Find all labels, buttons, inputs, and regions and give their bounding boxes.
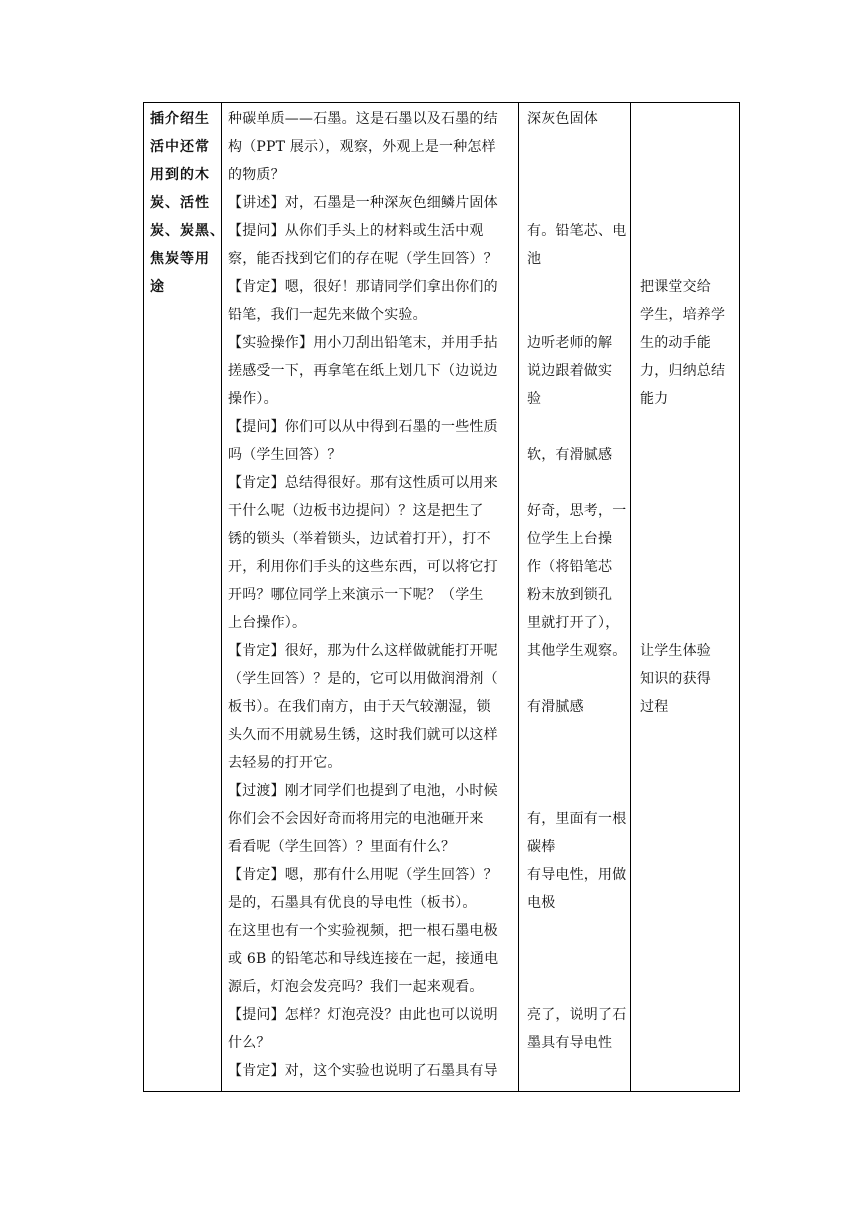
intent-line: 能力 bbox=[640, 391, 669, 407]
topic-line: 插介绍生 bbox=[150, 111, 210, 127]
teacher-line: 吗（学生回答）？ bbox=[228, 447, 342, 463]
intent-line: 生的动手能 bbox=[640, 335, 711, 351]
student-line: 里就打开了）， bbox=[527, 615, 620, 631]
student-line: 深灰色固体 bbox=[527, 111, 598, 127]
teacher-line: （学生回答）？是的，它可以用做润滑剂（ bbox=[228, 671, 498, 687]
teacher-line: 头久而不用就易生锈，这时我们就可以这样 bbox=[228, 727, 498, 743]
teacher-line: 【肯定】对，这个实验也说明了石墨具有导 bbox=[228, 1063, 498, 1079]
student-line: 有导电性，用做 bbox=[527, 867, 627, 883]
student-line: 位学生上台操 bbox=[527, 531, 613, 547]
teacher-line: 种碳单质——石墨。这是石墨以及石墨的结 bbox=[228, 111, 498, 127]
topic-cell bbox=[144, 103, 225, 1092]
teacher-line: 或 6B 的铅笔芯和导线连接在一起，接通电 bbox=[228, 951, 499, 967]
student-line: 墨具有导电性 bbox=[527, 1035, 613, 1051]
teacher-line: 【提问】怎样？灯泡亮没？由此也可以说明 bbox=[228, 1007, 498, 1023]
student-activity-cell bbox=[519, 103, 631, 1092]
lesson-plan-table bbox=[143, 102, 740, 1092]
teacher-activity-cell bbox=[222, 103, 519, 1092]
intent-line: 过程 bbox=[640, 699, 669, 715]
teacher-line: 开，利用你们手头的这些东西，可以将它打 bbox=[228, 559, 498, 575]
teacher-line: 上台操作）。 bbox=[228, 615, 307, 631]
student-line: 其他学生观察。 bbox=[527, 643, 627, 659]
student-line: 亮了，说明了石 bbox=[527, 1007, 627, 1023]
student-line: 作（将铅笔芯 bbox=[527, 559, 613, 575]
topic-line: 用到的木 bbox=[150, 167, 210, 183]
intent-line: 让学生体验 bbox=[640, 643, 711, 659]
teacher-line: 什么？ bbox=[228, 1035, 271, 1051]
student-line: 电极 bbox=[527, 895, 556, 911]
table-row bbox=[144, 103, 740, 1092]
student-line: 有。铅笔芯、电 bbox=[527, 223, 627, 239]
teacher-line: 【过渡】刚才同学们也提到了电池，小时候 bbox=[228, 783, 498, 799]
teacher-line: 在这里也有一个实验视频，把一根石墨电极 bbox=[228, 923, 498, 939]
topic-line: 活中还常 bbox=[150, 139, 210, 155]
teacher-line: 板书）。在我们南方，由于天气较潮湿，锁 bbox=[228, 699, 491, 715]
topic-line: 炭、炭黑、 bbox=[150, 223, 225, 239]
student-line: 说边跟着做实 bbox=[527, 363, 613, 379]
teacher-line: 察，能否找到它们的存在呢（学生回答）？ bbox=[228, 251, 498, 267]
teacher-line: 【肯定】很好，那为什么这样做就能打开呢 bbox=[228, 643, 498, 659]
student-line: 好奇，思考，一 bbox=[527, 503, 627, 519]
teacher-line: 是的，石墨具有优良的导电性（板书）。 bbox=[228, 895, 477, 911]
design-intent-cell bbox=[631, 103, 740, 1092]
teacher-line: 操作）。 bbox=[228, 391, 278, 407]
topic-line: 炭、活性 bbox=[150, 195, 210, 211]
teacher-line: 构（PPT 展示），观察，外观上是一种怎样 bbox=[228, 139, 496, 155]
teacher-line: 看看呢（学生回答）？里面有什么？ bbox=[228, 839, 456, 855]
intent-line: 把课堂交给 bbox=[640, 279, 711, 295]
student-line: 有滑腻感 bbox=[527, 699, 584, 715]
teacher-line: 【肯定】总结得很好。那有这性质可以用来 bbox=[228, 475, 498, 491]
topic-line: 途 bbox=[150, 279, 165, 295]
student-line: 边听老师的解 bbox=[527, 335, 613, 351]
intent-line: 知识的获得 bbox=[640, 671, 711, 687]
teacher-line: 铅笔，我们一起先来做个实验。 bbox=[228, 307, 427, 323]
teacher-line: 【提问】你们可以从中得到石墨的一些性质 bbox=[228, 419, 498, 435]
teacher-line: 去轻易的打开它。 bbox=[228, 755, 342, 771]
student-line: 碳棒 bbox=[527, 839, 556, 855]
intent-line: 力，归纳总结 bbox=[640, 363, 726, 379]
topic-line: 焦炭等用 bbox=[150, 251, 210, 267]
teacher-line: 【提问】从你们手头上的材料或生活中观 bbox=[228, 223, 484, 239]
teacher-line: 【肯定】嗯，那有什么用呢（学生回答）？ bbox=[228, 867, 498, 883]
teacher-line: 搓感受一下，再拿笔在纸上划几下（边说边 bbox=[228, 363, 498, 379]
teacher-line: 开吗？哪位同学上来演示一下呢？（学生 bbox=[228, 587, 484, 603]
student-line: 粉末放到锁孔 bbox=[527, 587, 613, 603]
intent-line: 学生，培养学 bbox=[640, 307, 726, 323]
teacher-line: 【肯定】嗯，很好！那请同学们拿出你们的 bbox=[228, 279, 498, 295]
student-line: 有，里面有一根 bbox=[527, 811, 627, 827]
student-line: 软，有滑腻感 bbox=[527, 447, 613, 463]
teacher-line: 的物质？ bbox=[228, 167, 285, 183]
student-line: 验 bbox=[527, 391, 542, 407]
teacher-line: 你们会不会因好奇而将用完的电池砸开来 bbox=[228, 811, 484, 827]
teacher-line: 【讲述】对，石墨是一种深灰色细鳞片固体 bbox=[228, 195, 498, 211]
teacher-line: 源后，灯泡会发亮吗？我们一起来观看。 bbox=[228, 979, 484, 995]
teacher-line: 【实验操作】用小刀刮出铅笔末，并用手拈 bbox=[228, 335, 498, 351]
student-line: 池 bbox=[527, 251, 542, 267]
teacher-line: 干什么呢（边板书边提问）？这是把生了 bbox=[228, 503, 484, 519]
teacher-line: 锈的锁头（举着锁头，边试着打开），打不 bbox=[228, 531, 491, 547]
